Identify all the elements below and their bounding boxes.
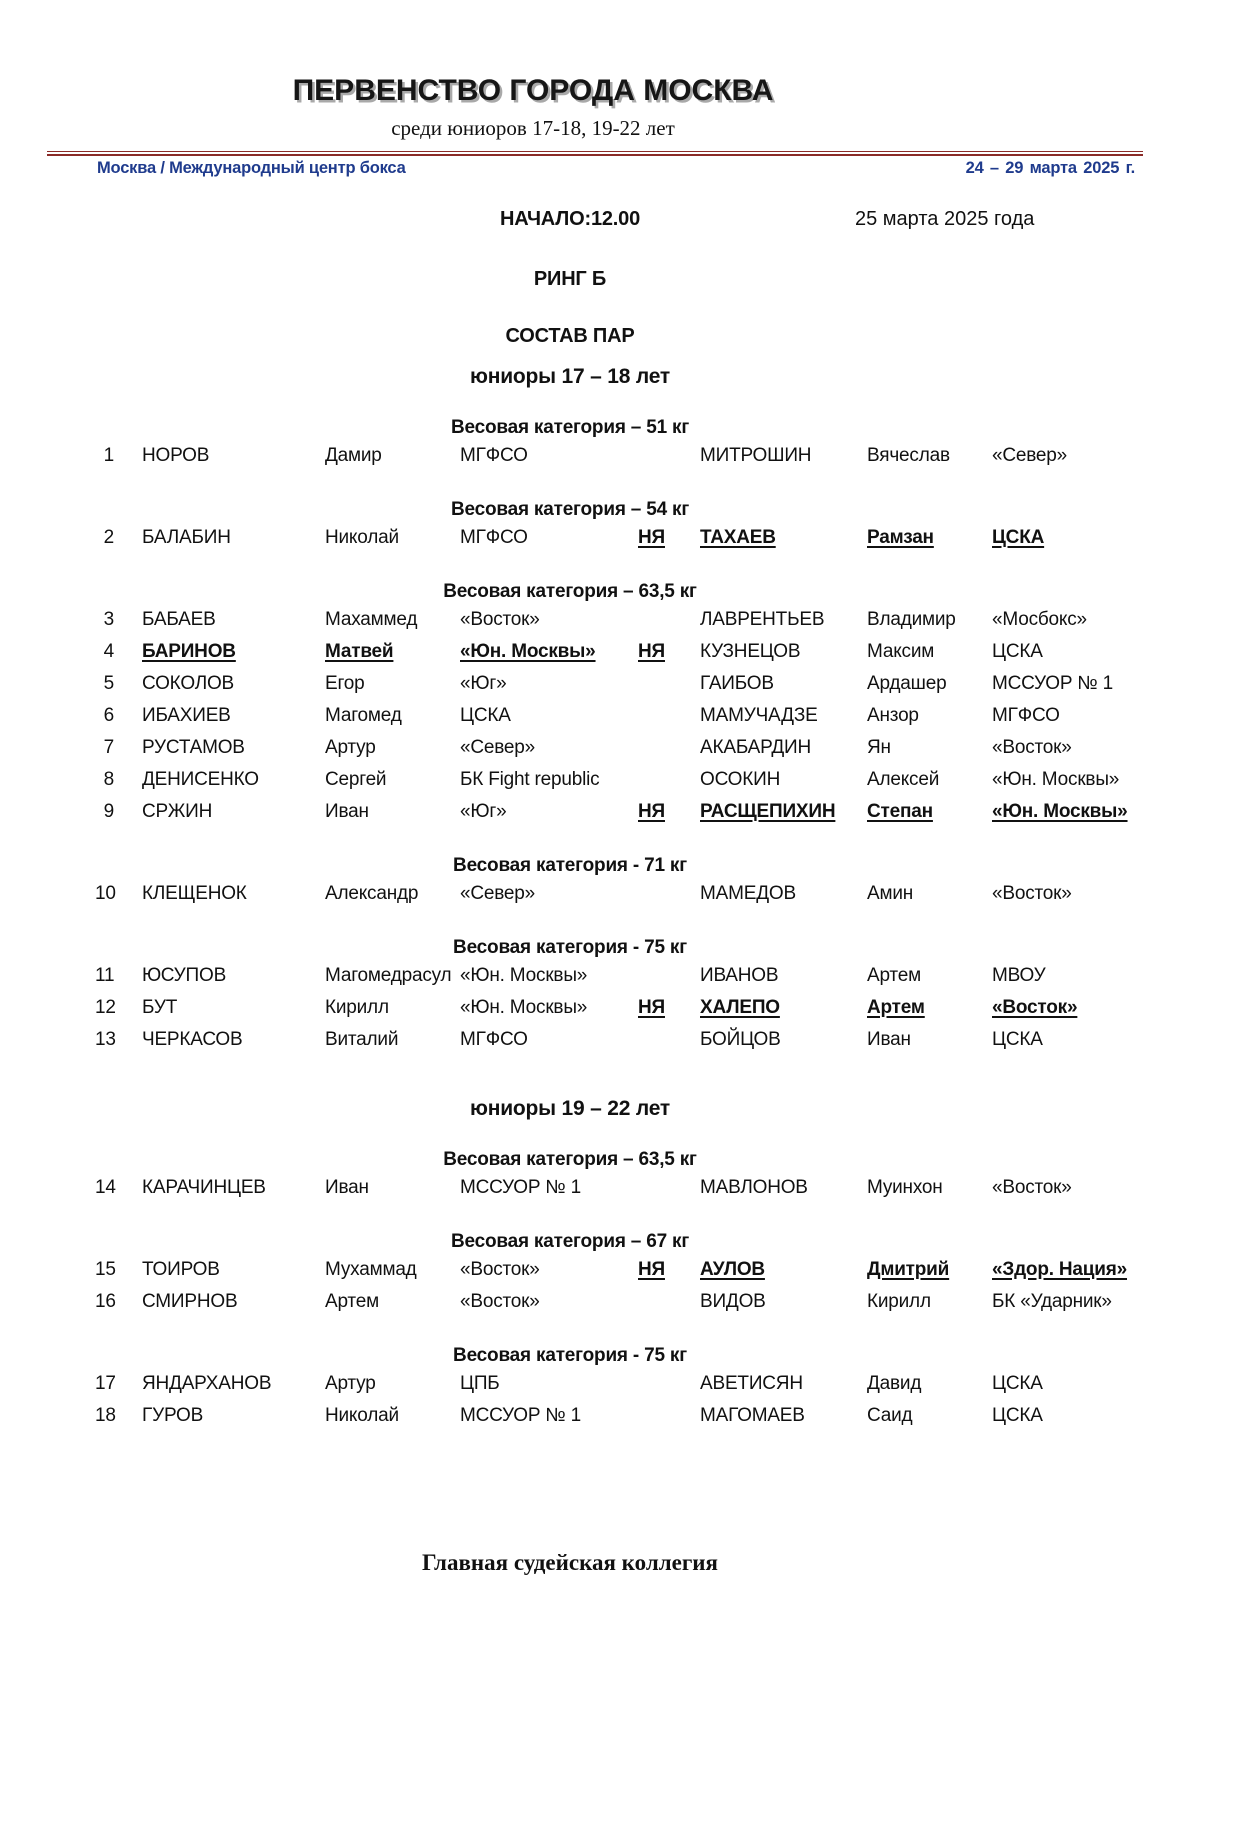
right-surname: КУЗНЕЦОВ: [700, 641, 801, 662]
left-club: МССУОР № 1: [460, 1177, 582, 1198]
left-firstname: Мухаммад: [325, 1259, 417, 1280]
left-club: «Юн. Москвы»: [460, 641, 596, 662]
ring-title: РИНГ Б: [533, 268, 607, 290]
right-firstname: Владимир: [867, 609, 956, 630]
right-club: «Здор. Нация»: [992, 1259, 1128, 1280]
left-firstname: Александр: [325, 883, 419, 904]
right-surname: МИТРОШИН: [700, 445, 812, 466]
weight-category-label: Весовая категория – 63,5 кг: [443, 581, 697, 602]
right-surname: ОСОКИН: [700, 769, 781, 790]
left-surname: КЛЕЩЕНОК: [142, 883, 247, 904]
page-title: ПЕРВЕНСТВО ГОРОДА МОСКВА: [292, 74, 774, 107]
double-rule-line: [47, 151, 1143, 156]
bout-number: 2: [103, 527, 114, 548]
bout-row: [95, 796, 1180, 828]
left-club: «Восток»: [460, 609, 540, 630]
left-club: «Север»: [460, 737, 536, 758]
right-firstname: Артем: [867, 997, 925, 1018]
right-surname: ВИДОВ: [700, 1291, 766, 1312]
bout-number: 18: [95, 1405, 116, 1426]
judging-committee-label: Главная судейская коллегия: [422, 1550, 718, 1575]
right-firstname: Артем: [867, 965, 921, 986]
left-club: «Восток»: [460, 1259, 540, 1280]
left-firstname: Сергей: [325, 769, 387, 790]
left-firstname: Артур: [325, 1373, 376, 1394]
nya-marker: НЯ: [638, 997, 665, 1018]
right-firstname: Дмитрий: [867, 1259, 950, 1280]
left-club: МГФСО: [460, 445, 528, 466]
right-club: ЦСКА: [992, 641, 1043, 662]
right-club: «Юн. Москвы»: [992, 801, 1128, 822]
bout-number: 1: [103, 445, 114, 466]
bout-number: 9: [103, 801, 114, 822]
right-firstname: Иван: [867, 1029, 911, 1050]
bout-row: [95, 522, 1180, 554]
bout-number: 17: [95, 1373, 116, 1394]
left-club: БК Fight republic: [460, 769, 600, 790]
weight-category-label: Весовая категория – 51 кг: [450, 417, 690, 438]
left-club: «Юн. Москвы»: [460, 965, 588, 986]
left-surname: ГУРОВ: [142, 1405, 204, 1426]
weight-category-header: [40, 498, 1100, 522]
weight-category-header: [40, 580, 1100, 604]
right-club: «Восток»: [992, 737, 1072, 758]
bout-number: 10: [95, 883, 116, 904]
left-firstname: Кирилл: [325, 997, 389, 1018]
right-club: «Восток»: [992, 997, 1078, 1018]
left-firstname: Егор: [325, 673, 365, 694]
right-club: МССУОР № 1: [992, 673, 1114, 694]
nya-marker: [638, 732, 700, 764]
left-surname: СОКОЛОВ: [142, 673, 235, 694]
weight-category-label: Весовая категория – 54 кг: [450, 499, 690, 520]
left-surname: БУТ: [142, 997, 178, 1018]
right-firstname: Максим: [867, 641, 935, 662]
left-firstname: Виталий: [325, 1029, 399, 1050]
weight-category-header: [40, 1230, 1100, 1254]
right-club: «Восток»: [992, 883, 1072, 904]
right-club: «Север»: [992, 445, 1068, 466]
bout-row: [95, 1400, 1180, 1432]
right-firstname: Степан: [867, 801, 933, 822]
bout-row: [95, 636, 1180, 668]
right-club: «Мосбокс»: [992, 609, 1087, 630]
bout-row: [95, 1368, 1180, 1400]
bout-row: [95, 732, 1180, 764]
left-surname: БАРИНОВ: [142, 641, 236, 662]
nya-marker: [638, 1286, 700, 1318]
right-club: МВОУ: [992, 965, 1046, 986]
nya-marker: [638, 960, 700, 992]
start-row: [40, 208, 1100, 232]
age-group-header: [40, 1096, 1100, 1122]
header-divider: [47, 151, 1143, 156]
weight-category-label: Весовая категория - 75 кг: [453, 937, 687, 958]
right-club: ЦСКА: [992, 1405, 1043, 1426]
left-club: МССУОР № 1: [460, 1405, 582, 1426]
right-club: ЦСКА: [992, 1029, 1043, 1050]
right-firstname: Вячеслав: [867, 445, 950, 466]
left-firstname: Матвей: [325, 641, 394, 662]
nya-marker: [638, 604, 700, 636]
bout-row: [95, 700, 1180, 732]
nya-marker: [638, 668, 700, 700]
bout-number: 7: [103, 737, 114, 758]
right-firstname: Ян: [867, 737, 891, 758]
right-surname: МАГОМАЕВ: [700, 1405, 805, 1426]
left-surname: СРЖИН: [142, 801, 213, 822]
left-surname: БАБАЕВ: [142, 609, 216, 630]
nya-marker: [638, 1400, 700, 1432]
bout-number: 15: [95, 1259, 116, 1280]
nya-marker: НЯ: [638, 527, 665, 548]
right-surname: БОЙЦОВ: [700, 1029, 781, 1050]
start-time-label: НАЧАЛО:12.00: [499, 208, 640, 230]
nya-marker: [638, 440, 700, 472]
left-firstname: Николай: [325, 1405, 399, 1426]
left-surname: БАЛАБИН: [142, 527, 231, 548]
left-firstname: Иван: [325, 1177, 369, 1198]
nya-marker: [638, 764, 700, 796]
right-firstname: Анзор: [867, 705, 919, 726]
age-group-header: [40, 364, 1100, 390]
nya-marker: [638, 1024, 700, 1056]
right-surname: РАСЩЕПИХИН: [700, 801, 836, 822]
right-surname: ГАИБОВ: [700, 673, 774, 694]
bout-row: [95, 1286, 1180, 1318]
left-firstname: Магомедрасул: [325, 965, 452, 986]
age-group-label: юниоры 19 – 22 лет: [469, 1097, 670, 1120]
document-page: [0, 74, 1241, 1576]
bout-row: [95, 1172, 1180, 1204]
left-surname: ДЕНИСЕНКО: [142, 769, 259, 790]
session-date: 25 марта 2025 года: [855, 208, 1035, 230]
venue-label: Москва / Международный центр бокса: [97, 159, 406, 177]
nya-marker: [638, 700, 700, 732]
right-surname: МАВЛОНОВ: [700, 1177, 808, 1198]
left-club: «Юн. Москвы»: [460, 997, 588, 1018]
pairs-list-title: СОСТАВ ПАР: [505, 325, 635, 347]
right-club: МГФСО: [992, 705, 1060, 726]
right-club: «Восток»: [992, 1177, 1072, 1198]
right-firstname: Амин: [867, 883, 914, 904]
left-firstname: Артем: [325, 1291, 379, 1312]
right-club: ЦСКА: [992, 527, 1045, 548]
left-firstname: Иван: [325, 801, 369, 822]
nya-marker: НЯ: [638, 1259, 665, 1280]
right-surname: АУЛОВ: [700, 1259, 765, 1280]
pairs-list: [40, 364, 1128, 1432]
right-surname: ИВАНОВ: [700, 965, 779, 986]
bout-row: [95, 440, 1180, 472]
bout-row: [95, 1254, 1180, 1286]
right-club: БК «Ударник»: [992, 1291, 1112, 1312]
right-firstname: Ардашер: [867, 673, 947, 694]
bout-number: 13: [95, 1029, 116, 1050]
bout-number: 3: [103, 609, 114, 630]
right-firstname: Саид: [867, 1405, 913, 1426]
content-area: [40, 208, 1128, 1576]
bout-number: 11: [95, 965, 115, 986]
bout-row: [95, 604, 1180, 636]
left-firstname: Артур: [325, 737, 376, 758]
weight-category-label: Весовая категория - 75 кг: [453, 1345, 687, 1366]
left-club: МГФСО: [460, 1029, 528, 1050]
left-firstname: Дамир: [325, 445, 382, 466]
weight-category-label: Весовая категория – 63,5 кг: [443, 1149, 697, 1170]
right-firstname: Давид: [867, 1373, 922, 1394]
tournament-dates: 24 – 29 марта 2025 г.: [965, 159, 1135, 177]
left-club: «Север»: [460, 883, 536, 904]
right-firstname: Рамзан: [867, 527, 934, 548]
nya-marker: [638, 1172, 700, 1204]
right-firstname: Алексей: [867, 769, 940, 790]
right-firstname: Кирилл: [867, 1291, 931, 1312]
right-surname: ЛАВРЕНТЬЕВ: [700, 609, 825, 630]
bout-row: [95, 960, 1180, 992]
left-club: МГФСО: [460, 527, 528, 548]
left-surname: КАРАЧИНЦЕВ: [142, 1177, 266, 1198]
right-surname: ХАЛЕПО: [700, 997, 780, 1018]
venue-row: [47, 159, 1143, 178]
weight-category-label: Весовая категория - 71 кг: [453, 855, 687, 876]
left-firstname: Магомед: [325, 705, 402, 726]
left-club: «Восток»: [460, 1291, 540, 1312]
left-club: «Юг»: [460, 673, 507, 694]
right-surname: АКАБАРДИН: [700, 737, 811, 758]
right-club: «Юн. Москвы»: [992, 769, 1120, 790]
bout-number: 4: [103, 641, 114, 662]
weight-category-header: [40, 936, 1100, 960]
weight-category-header: [40, 854, 1100, 878]
right-surname: АВЕТИСЯН: [700, 1373, 803, 1394]
left-surname: РУСТАМОВ: [142, 737, 245, 758]
weight-category-header: [40, 1148, 1100, 1172]
left-club: «Юг»: [460, 801, 507, 822]
right-club: ЦСКА: [992, 1373, 1043, 1394]
bout-number: 16: [95, 1291, 116, 1312]
right-surname: МАМУЧАДЗЕ: [700, 705, 818, 726]
left-club: ЦСКА: [460, 705, 511, 726]
nya-marker: НЯ: [638, 801, 665, 822]
bout-number: 5: [103, 673, 114, 694]
nya-marker: [638, 1368, 700, 1400]
bout-row: [95, 878, 1180, 910]
bout-row: [95, 1024, 1180, 1056]
right-surname: ТАХАЕВ: [700, 527, 776, 548]
left-surname: ЯНДАРХАНОВ: [142, 1373, 272, 1394]
bout-number: 8: [103, 769, 114, 790]
left-surname: СМИРНОВ: [142, 1291, 238, 1312]
left-club: ЦПБ: [460, 1373, 500, 1394]
nya-marker: [638, 878, 700, 910]
left-surname: НОРОВ: [142, 445, 210, 466]
left-firstname: Махаммед: [325, 609, 418, 630]
bout-number: 6: [103, 705, 114, 726]
bout-row: [95, 668, 1180, 700]
bout-number: 14: [95, 1177, 116, 1198]
weight-category-header: [40, 1344, 1100, 1368]
left-surname: ЮСУПОВ: [142, 965, 227, 986]
weight-category-label: Весовая категория – 67 кг: [450, 1231, 690, 1252]
nya-marker: НЯ: [638, 641, 665, 662]
bout-row: [95, 764, 1180, 796]
bout-number: 12: [95, 997, 116, 1018]
weight-category-header: [40, 416, 1100, 440]
age-group-label: юниоры 17 – 18 лет: [469, 365, 670, 388]
bout-row: [95, 992, 1180, 1024]
right-surname: МАМЕДОВ: [700, 883, 796, 904]
right-firstname: Муинхон: [867, 1177, 943, 1198]
page-subtitle: среди юниоров 17-18, 19-22 лет: [391, 116, 675, 140]
left-surname: ТОИРОВ: [142, 1259, 220, 1280]
left-surname: ЧЕРКАСОВ: [142, 1029, 243, 1050]
left-firstname: Николай: [325, 527, 399, 548]
left-surname: ИБАХИЕВ: [142, 705, 231, 726]
